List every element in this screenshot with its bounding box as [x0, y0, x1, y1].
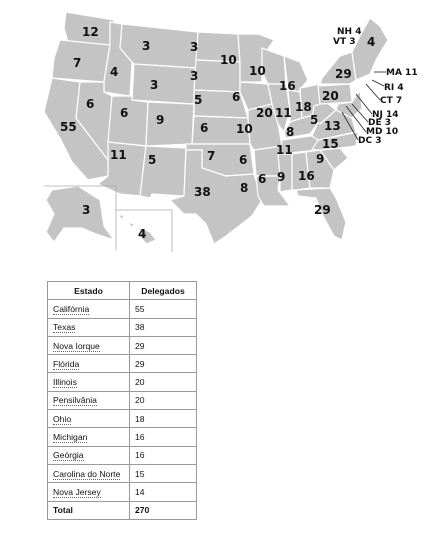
label-tn: 11 — [276, 143, 293, 157]
label-wv: 5 — [310, 113, 319, 127]
label-nm: 5 — [148, 153, 157, 167]
label-ks: 6 — [200, 121, 209, 135]
delegate-count: 29 — [130, 336, 197, 354]
table-row — [48, 483, 197, 501]
callout-de: DE 3 — [368, 118, 392, 128]
table-row — [48, 373, 197, 391]
delegate-count: 16 — [130, 446, 197, 464]
delegate-count: 15 — [130, 464, 197, 482]
state-name-link[interactable]: Michigan — [53, 432, 88, 443]
label-ms: 6 — [258, 172, 267, 186]
label-al: 9 — [277, 170, 286, 184]
label-ok: 7 — [207, 149, 216, 163]
label-or: 7 — [73, 56, 82, 70]
state-name-link[interactable]: Ohio — [53, 413, 72, 424]
label-hi: 4 — [138, 227, 147, 241]
label-sc: 9 — [316, 152, 325, 166]
state-ut — [108, 96, 148, 146]
label-ky: 8 — [286, 125, 295, 139]
table-total-row — [48, 501, 197, 519]
header-state: Estado — [48, 282, 130, 300]
table-row — [48, 464, 197, 482]
state-mt — [120, 24, 198, 68]
state-name-link[interactable]: Nova Iorque — [53, 340, 100, 351]
label-ga: 16 — [298, 169, 315, 183]
delegates-table — [47, 281, 197, 520]
table-row — [48, 446, 197, 464]
delegate-count: 20 — [130, 391, 197, 409]
map-svg — [0, 0, 445, 265]
label-ca: 55 — [60, 120, 77, 134]
label-ne: 5 — [194, 93, 203, 107]
delegate-count: 14 — [130, 483, 197, 501]
label-wa: 12 — [82, 25, 99, 39]
table-row — [48, 336, 197, 354]
table-header-row — [48, 282, 197, 300]
label-az: 11 — [110, 148, 127, 162]
label-oh: 18 — [295, 100, 312, 114]
state-name-link[interactable]: Nova Jersey — [53, 486, 101, 497]
us-electoral-map — [0, 0, 445, 265]
label-mn: 10 — [220, 53, 237, 67]
label-co: 9 — [156, 113, 165, 127]
callout-ct: CT 7 — [380, 96, 403, 106]
delegate-count: 29 — [130, 355, 197, 373]
table-row — [48, 318, 197, 336]
state-name-link[interactable]: Carolina do Norte — [53, 468, 121, 479]
callout-nh: NH 4 — [337, 27, 362, 37]
label-ny: 29 — [335, 67, 352, 81]
state-wy — [132, 64, 199, 104]
label-fl: 29 — [314, 203, 331, 217]
delegate-count: 38 — [130, 318, 197, 336]
callout-ma: MA 11 — [386, 68, 418, 78]
delegate-count: 16 — [130, 428, 197, 446]
label-mi: 16 — [279, 79, 296, 93]
table-row — [48, 300, 197, 318]
total-value: 270 — [130, 501, 197, 519]
table-row — [48, 428, 197, 446]
label-ak: 3 — [82, 203, 91, 217]
state-hi — [118, 214, 156, 244]
label-nd: 3 — [190, 40, 199, 54]
header-delegates: Delegados — [130, 282, 197, 300]
label-in: 11 — [275, 106, 292, 120]
label-ut: 6 — [120, 106, 129, 120]
delegate-count: 55 — [130, 300, 197, 318]
table-row — [48, 410, 197, 428]
delegate-count: 20 — [130, 373, 197, 391]
callout-ri: RI 4 — [384, 83, 404, 93]
delegates-table-container — [47, 281, 197, 520]
callout-dc: DC 3 — [358, 136, 382, 146]
total-label: Total — [48, 501, 130, 519]
state-nm — [140, 146, 186, 198]
label-nv: 6 — [86, 97, 95, 111]
table-row — [48, 391, 197, 409]
label-va: 13 — [324, 119, 341, 133]
label-nc: 15 — [322, 137, 339, 151]
label-mo: 10 — [236, 122, 253, 136]
state-name-link[interactable]: Califórnia — [53, 303, 90, 314]
state-name-link[interactable]: Flórida — [53, 358, 80, 369]
label-la: 8 — [240, 181, 249, 195]
label-il: 20 — [256, 106, 273, 120]
label-me: 4 — [367, 35, 376, 49]
callout-md: MD 10 — [366, 127, 399, 137]
label-ia: 6 — [232, 90, 241, 104]
state-co — [146, 102, 194, 146]
label-mt: 3 — [142, 39, 151, 53]
label-sd: 3 — [190, 69, 199, 83]
label-wi: 10 — [249, 64, 266, 78]
state-name-link[interactable]: Geórgia — [53, 450, 84, 461]
delegate-count: 18 — [130, 410, 197, 428]
state-name-link[interactable]: Pensilvânia — [53, 395, 97, 406]
label-ar: 6 — [239, 153, 248, 167]
label-wy: 3 — [150, 78, 159, 92]
table-row — [48, 355, 197, 373]
callout-vt: VT 3 — [333, 37, 356, 47]
label-id: 4 — [110, 65, 119, 79]
state-ak — [46, 186, 114, 242]
state-name-link[interactable]: Illinois — [53, 377, 77, 388]
callout-nj: NJ 14 — [372, 110, 399, 120]
label-pa: 20 — [322, 89, 339, 103]
state-name-link[interactable]: Texas — [53, 322, 76, 333]
label-tx: 38 — [194, 185, 211, 199]
